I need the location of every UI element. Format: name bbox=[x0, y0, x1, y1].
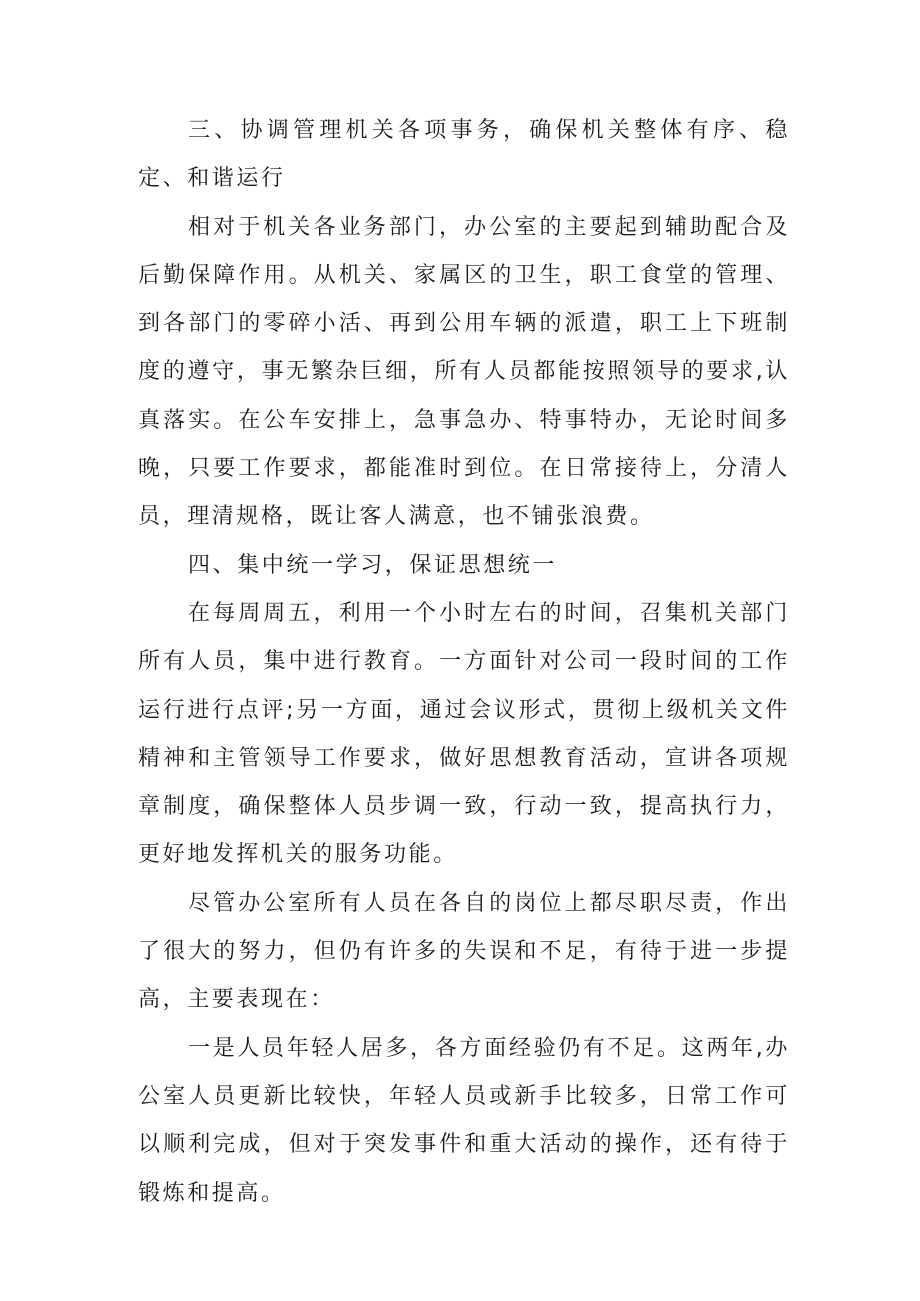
body-paragraph: 相对于机关各业务部门，办公室的主要起到辅助配合及后勤保障作用。从机关、家属区的卫生，职工食堂的管理、到各部门的零碎小活、再到公用车辆的派遣，职工上下班制度的遵守，事无繁杂巨细，所有人员都能按照领导的要求,认真落实。在公车安排上，急事急办、特事特办，无论时间多晚，只要工作要求，都能准时到位。在日常接待上，分清人员，理清规格，既让客人满意，也不铺张浪费。 bbox=[138, 214, 790, 530]
body-paragraph: 一是人员年轻人居多，各方面经验仍有不足。这两年,办公室人员更新比较快，年轻人员或新手比较多，日常工作可以顺利完成，但对于突发事件和重大活动的操作，还有待于锻炼和提高。 bbox=[138, 1035, 790, 1206]
section-heading-3: 三、协调管理机关各项事务，确保机关整体有序、稳定、和谐运行 bbox=[138, 118, 790, 192]
document-body bbox=[138, 107, 790, 1218]
body-paragraph: 尽管办公室所有人员在各自的岗位上都尽职尽责，作出了很大的努力，但仍有许多的失误和不足，有待于进一步提高，主要表现在： bbox=[138, 890, 790, 1013]
section-heading-4: 四、集中统一学习，保证思想统一 bbox=[188, 552, 558, 578]
body-paragraph: 在每周周五，利用一个小时左右的时间，召集机关部门所有人员，集中进行教育。一方面针对公司一段时间的工作运行进行点评;另一方面，通过会议形式，贯彻上级机关文件精神和主管领导工作要求，做好思想教育活动，宣讲各项规章制度，确保整体人员步调一致，行动一致，提高执行力，更好地发挥机关的服务功能。 bbox=[138, 600, 790, 868]
